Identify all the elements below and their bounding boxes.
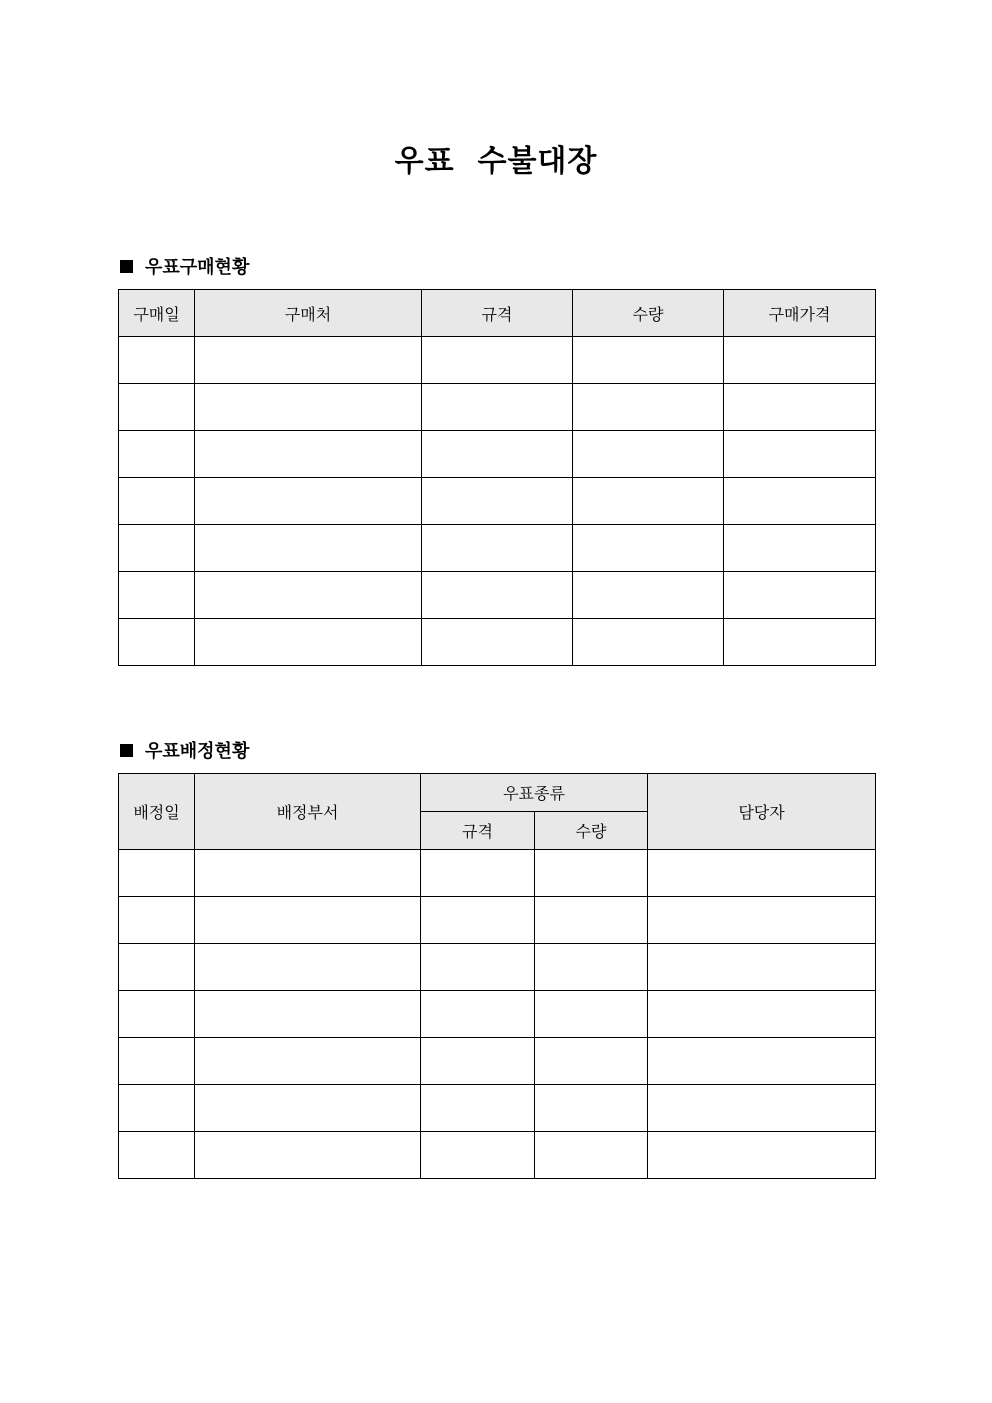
allocation-table-row	[119, 850, 876, 897]
allocation-section-heading	[120, 737, 249, 763]
purchase-table-cell[interactable]	[119, 572, 195, 619]
allocation-table-cell[interactable]	[119, 1038, 195, 1085]
allocation-table-row	[119, 1038, 876, 1085]
allocation-table-cell[interactable]	[421, 897, 535, 944]
allocation-table-cell[interactable]	[119, 1132, 195, 1179]
allocation-table-cell[interactable]	[119, 897, 195, 944]
purchase-table-cell[interactable]	[573, 572, 724, 619]
header-purchase-spec: 규격	[422, 290, 573, 337]
purchase-table-cell[interactable]	[573, 478, 724, 525]
purchase-table-cell[interactable]	[195, 337, 422, 384]
allocation-table-cell[interactable]	[195, 944, 421, 991]
purchase-table-cell[interactable]	[195, 525, 422, 572]
allocation-table-cell[interactable]	[195, 1132, 421, 1179]
allocation-table-cell[interactable]	[535, 1085, 648, 1132]
purchase-table-cell[interactable]	[422, 478, 573, 525]
purchase-table-cell[interactable]	[195, 384, 422, 431]
allocation-table-cell[interactable]	[421, 991, 535, 1038]
header-purchase-price: 구매가격	[724, 290, 876, 337]
purchase-table-cell[interactable]	[422, 572, 573, 619]
allocation-table-cell[interactable]	[119, 991, 195, 1038]
purchase-table-cell[interactable]	[573, 384, 724, 431]
purchase-table-row	[119, 431, 876, 478]
purchase-table-row	[119, 337, 876, 384]
purchase-table-cell[interactable]	[724, 384, 876, 431]
purchase-table-cell[interactable]	[119, 384, 195, 431]
purchase-table-cell[interactable]	[573, 525, 724, 572]
allocation-table-cell[interactable]	[119, 850, 195, 897]
allocation-table-cell[interactable]	[535, 897, 648, 944]
allocation-table-cell[interactable]	[119, 1085, 195, 1132]
square-bullet-icon	[120, 260, 133, 273]
allocation-table	[118, 773, 876, 1179]
allocation-table-row	[119, 944, 876, 991]
allocation-table-cell[interactable]	[535, 1038, 648, 1085]
purchase-table-cell[interactable]	[422, 384, 573, 431]
allocation-table-cell[interactable]	[648, 944, 876, 991]
header-manager: 담당자	[648, 774, 876, 850]
allocation-table-cell[interactable]	[119, 944, 195, 991]
purchase-header-row	[119, 290, 876, 337]
purchase-table-cell[interactable]	[195, 478, 422, 525]
purchase-table-cell[interactable]	[119, 337, 195, 384]
purchase-table-cell[interactable]	[119, 525, 195, 572]
purchase-table-cell[interactable]	[195, 619, 422, 666]
allocation-table-cell[interactable]	[535, 944, 648, 991]
purchase-section-heading	[120, 253, 249, 279]
header-allocation-date: 배정일	[119, 774, 195, 850]
allocation-section-title: 우표배정현황	[145, 741, 250, 762]
purchase-section-title: 우표구매현황	[145, 257, 250, 278]
allocation-header-row	[119, 774, 876, 812]
purchase-table-cell[interactable]	[724, 431, 876, 478]
purchase-table-cell[interactable]	[724, 572, 876, 619]
purchase-table-cell[interactable]	[422, 431, 573, 478]
allocation-table-row	[119, 1085, 876, 1132]
document-title: 우표 수불대장	[394, 144, 598, 179]
allocation-table-cell[interactable]	[195, 1038, 421, 1085]
allocation-table-cell[interactable]	[535, 1132, 648, 1179]
allocation-table-cell[interactable]	[648, 1038, 876, 1085]
allocation-table-cell[interactable]	[195, 1085, 421, 1132]
purchase-table-cell[interactable]	[119, 619, 195, 666]
purchase-table-cell[interactable]	[422, 525, 573, 572]
allocation-table-cell[interactable]	[648, 1085, 876, 1132]
allocation-table-cell[interactable]	[421, 1085, 535, 1132]
purchase-table-cell[interactable]	[573, 337, 724, 384]
header-stamp-type: 우표종류	[421, 774, 648, 812]
purchase-table-cell[interactable]	[119, 431, 195, 478]
purchase-table-cell[interactable]	[724, 525, 876, 572]
purchase-table-cell[interactable]	[195, 431, 422, 478]
header-allocation-department: 배정부서	[195, 774, 421, 850]
header-purchase-quantity: 수량	[573, 290, 724, 337]
purchase-table-row	[119, 384, 876, 431]
purchase-table-row	[119, 619, 876, 666]
allocation-table-cell[interactable]	[195, 991, 421, 1038]
allocation-table-cell[interactable]	[535, 991, 648, 1038]
purchase-table	[118, 289, 876, 666]
allocation-table-cell[interactable]	[421, 944, 535, 991]
header-purchase-vendor: 구매처	[195, 290, 422, 337]
allocation-table-cell[interactable]	[648, 850, 876, 897]
allocation-table-row	[119, 897, 876, 944]
purchase-table-row	[119, 572, 876, 619]
allocation-table-cell[interactable]	[648, 1132, 876, 1179]
allocation-table-cell[interactable]	[421, 850, 535, 897]
purchase-table-cell[interactable]	[724, 478, 876, 525]
allocation-table-cell[interactable]	[195, 897, 421, 944]
purchase-table-cell[interactable]	[573, 431, 724, 478]
allocation-table-cell[interactable]	[535, 850, 648, 897]
purchase-table-cell[interactable]	[724, 337, 876, 384]
header-purchase-date: 구매일	[119, 290, 195, 337]
purchase-table-cell[interactable]	[119, 478, 195, 525]
allocation-table-cell[interactable]	[421, 1038, 535, 1085]
header-allocation-spec: 규격	[421, 812, 535, 850]
allocation-table-row	[119, 1132, 876, 1179]
allocation-table-cell[interactable]	[195, 850, 421, 897]
header-allocation-quantity: 수량	[535, 812, 648, 850]
purchase-table-cell[interactable]	[573, 619, 724, 666]
purchase-table-cell[interactable]	[422, 619, 573, 666]
square-bullet-icon	[120, 744, 133, 757]
purchase-table-row	[119, 525, 876, 572]
purchase-table-row	[119, 478, 876, 525]
allocation-table-cell[interactable]	[648, 897, 876, 944]
allocation-table-cell[interactable]	[648, 991, 876, 1038]
purchase-table-cell[interactable]	[724, 619, 876, 666]
allocation-table-row	[119, 991, 876, 1038]
purchase-table-cell[interactable]	[422, 337, 573, 384]
purchase-table-cell[interactable]	[195, 572, 422, 619]
allocation-table-cell[interactable]	[421, 1132, 535, 1179]
